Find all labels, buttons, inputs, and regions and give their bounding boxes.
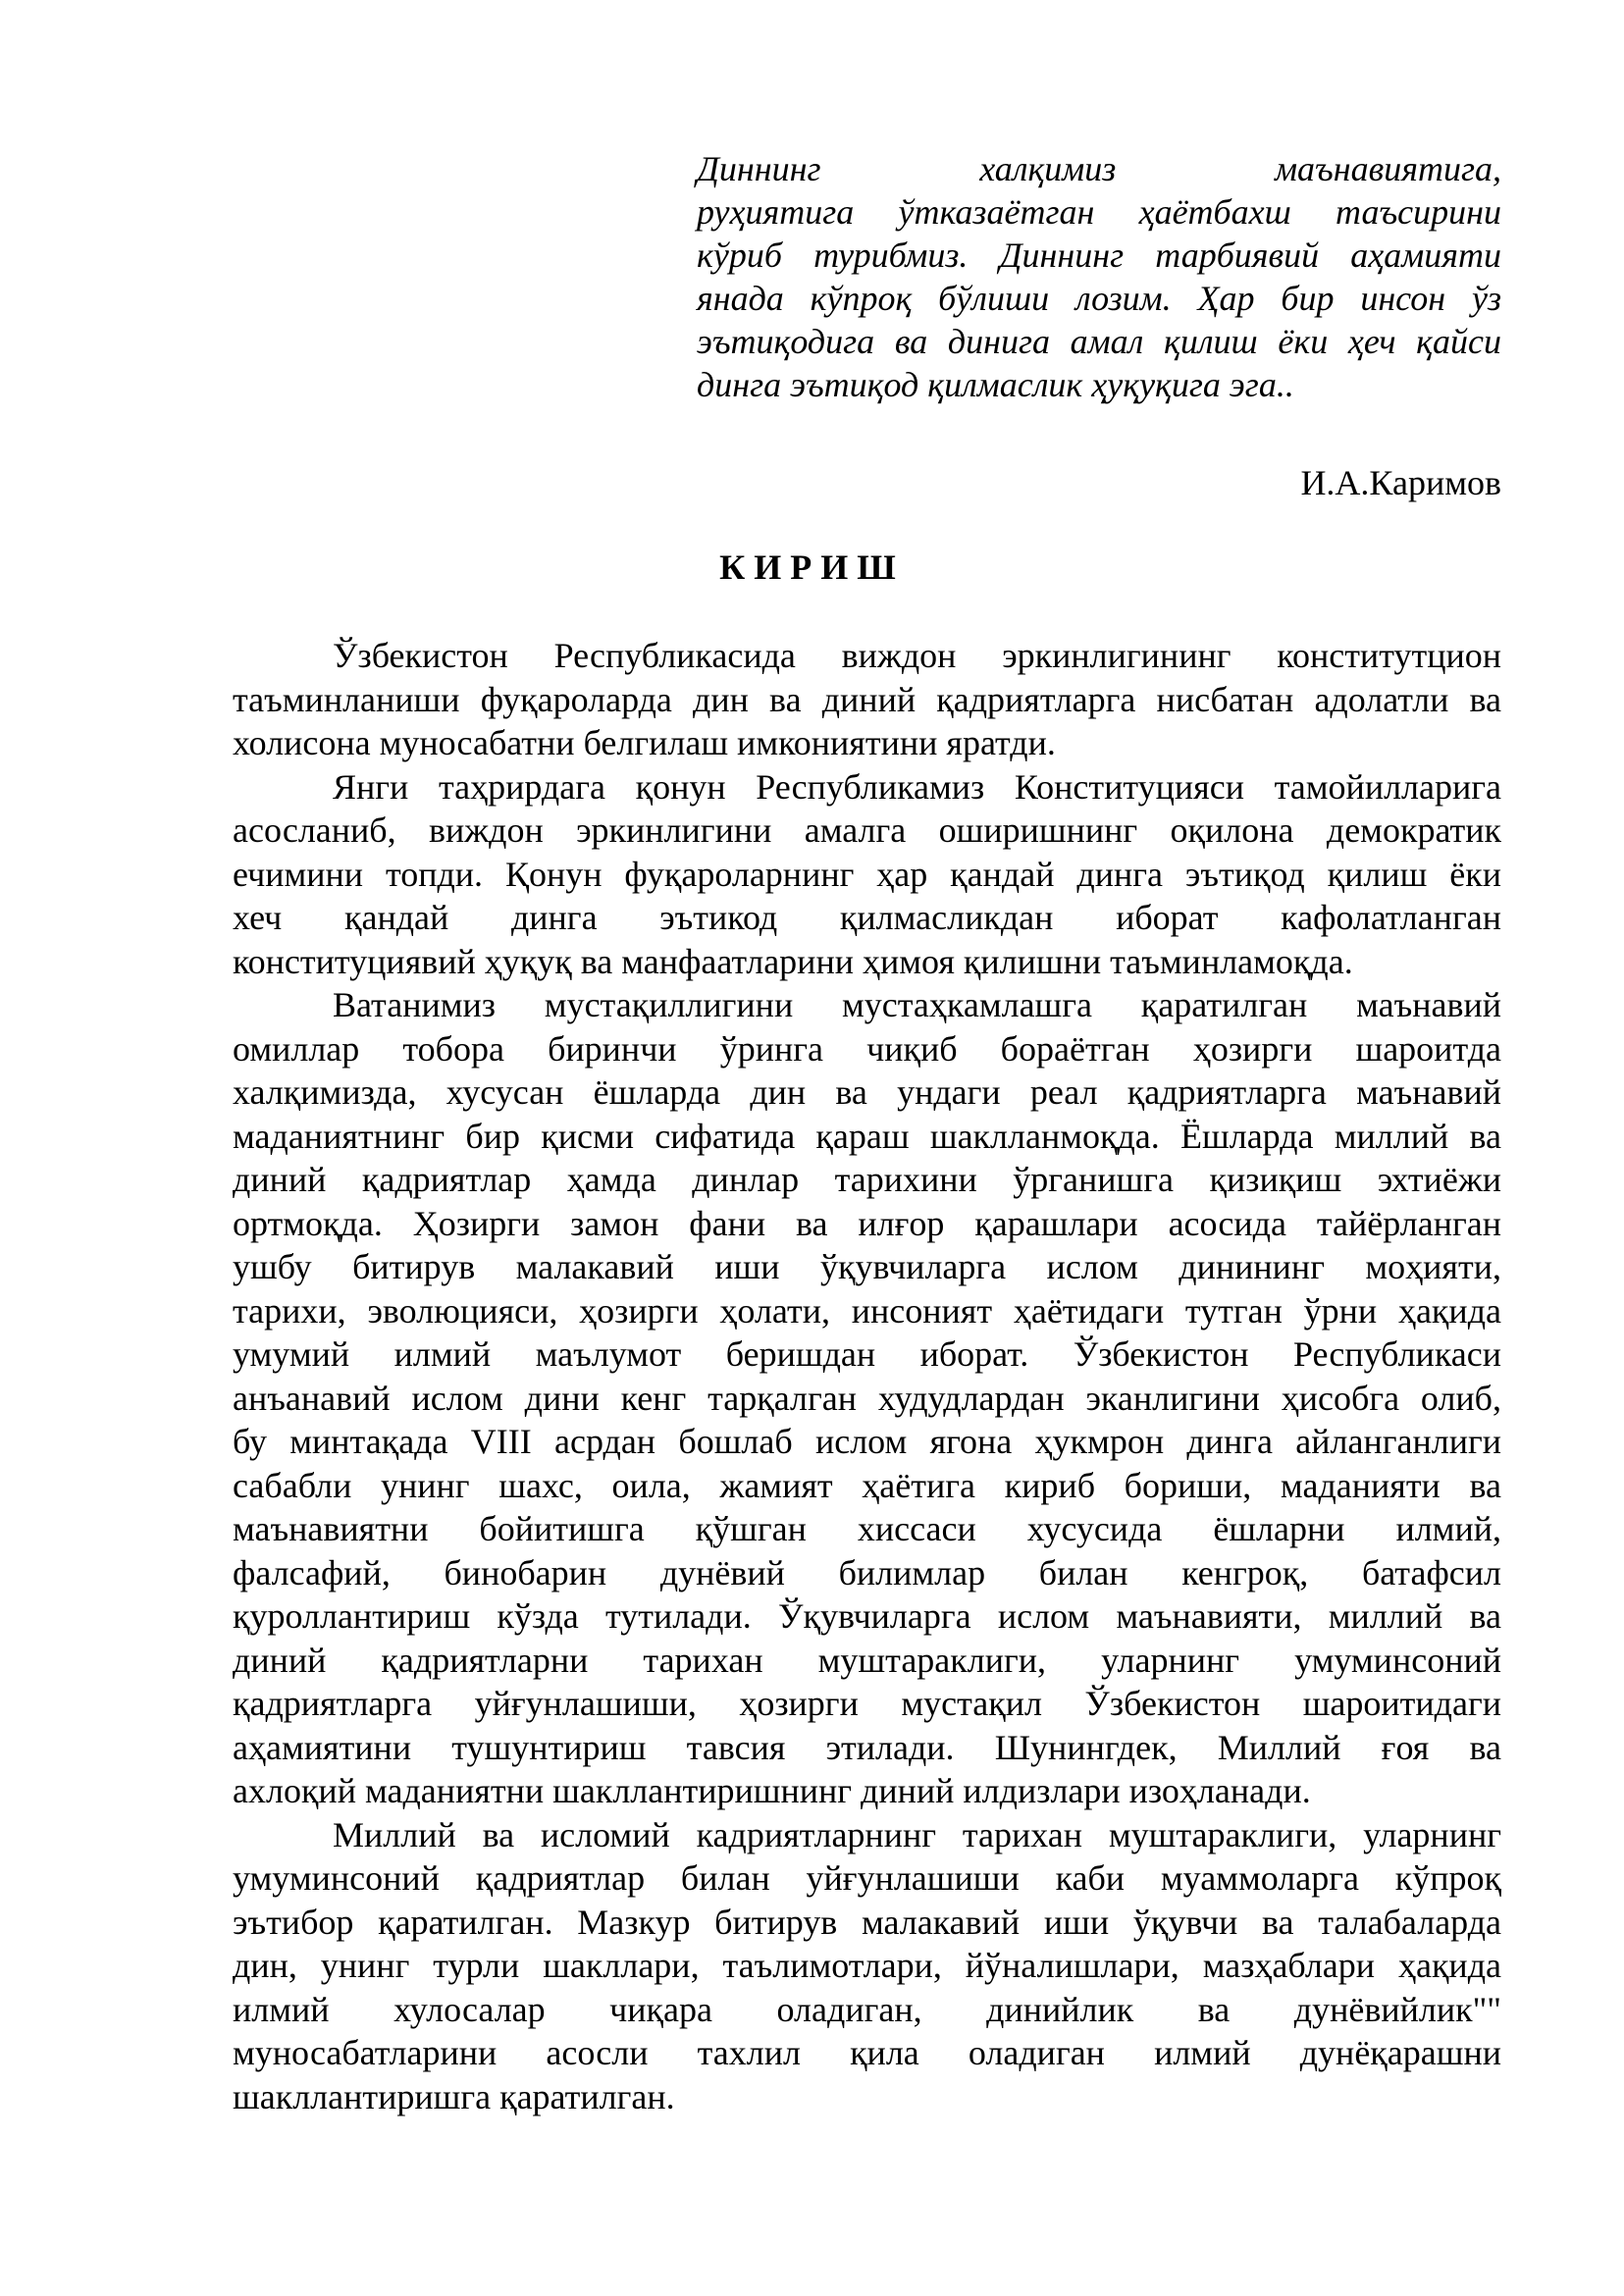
body-line: шакллантиришга қаратилган.	[233, 2076, 675, 2116]
epigraph-author: И.А.Каримов	[1300, 463, 1501, 502]
epigraph-line: динга эътиқод қилмаслик ҳуқуқига эга..	[697, 365, 1294, 404]
body-line: хеч қандай динга эътикод қилмасликдан иборат кафолатланган	[233, 898, 1501, 937]
body-line: эътибор қаратилган. Мазкур битирув малакавий иши ўқувчи ва талабаларда	[233, 1902, 1501, 1942]
body-line: халқимизда, хусусан ёшларда дин ва ундаги реал қадриятларга маънавий	[233, 1072, 1501, 1112]
body-line: маданиятнинг бир қисми сифатида қараш шаклланмоқда. Ёшларда миллий ва	[233, 1116, 1501, 1156]
body-line: сабабли унинг шахс, оила, жамият ҳаётига кириб бориши, маданияти ва	[233, 1465, 1501, 1505]
body-line: анъанавий ислом дини кенг тарқалган худудлардан эканлигини ҳисобга олиб,	[233, 1378, 1501, 1418]
body-line: ортмоқда. Ҳозирги замон фани ва илғор қарашлари асосида тайёрланган	[233, 1203, 1501, 1243]
body-line: илмий хулосалар чиқара оладиган, динийлик ва дунёвийлик""	[233, 1989, 1501, 2029]
epigraph-line: Диннинг халқимиз маънавиятига,	[697, 149, 1501, 188]
body-line: таъминланиши фуқароларда дин ва диний қадриятларга нисбатан адолатли ва	[233, 679, 1501, 719]
body-text	[233, 634, 1501, 2118]
epigraph-line: янада кўпроқ бўлиши лозим. Ҳар бир инсон ўз	[697, 279, 1501, 318]
body-line: ушбу битирув малакавий иши ўқувчиларга ислом динининг моҳияти,	[233, 1247, 1501, 1286]
body-line: асосланиб, виждон эркинлигини амалга оширишнинг оқилона демократик	[233, 810, 1501, 850]
body-line: умуминсоний қадриятлар билан уйғунлашиши каби муаммоларга кўпроқ	[233, 1858, 1501, 1898]
body-line: ечимини топди. Қонун фуқароларнинг ҳар қандай динга эътиқод қилиш ёки	[233, 854, 1501, 894]
epigraph-quote	[697, 147, 1501, 406]
body-line: бу минтақада VIII асрдан бошлаб ислом ягона ҳукмрон динга айланганлиги	[233, 1422, 1501, 1461]
body-line: дин, унинг турли шакллари, таълимотлари, йўналишлари, мазҳаблари ҳақида	[233, 1946, 1501, 1985]
body-line: муносабатларини асосли тахлил қила оладиган илмий дунёқарашни	[233, 2033, 1501, 2072]
body-line: қадриятларга уйғунлашиши, ҳозирги мустақил Ўзбекистон шароитидаги	[233, 1684, 1501, 1723]
epigraph-line: эътиқодига ва динига амал қилиш ёки ҳеч қайси	[697, 322, 1501, 361]
body-line: омиллар тобора биринчи ўринга чиқиб бораётган ҳозирги шароитда	[233, 1028, 1501, 1069]
body-line: тарихи, эволюцияси, ҳозирги ҳолати, инсоният ҳаётидаги тутган ўрни ҳақида	[233, 1290, 1501, 1331]
body-line: Миллий ва исломий кадриятларнинг тарихан муштараклиги, уларнинг	[333, 1814, 1501, 1854]
body-line: умумий илмий маълумот беришдан иборат. Ўзбекистон Республикаси	[233, 1334, 1501, 1374]
section-heading: КИРИШ	[719, 548, 905, 587]
epigraph-line: руҳиятига ўтказаётган ҳаётбахш таъсирини	[697, 192, 1501, 232]
body-line: фалсафий, бинобарин дунёвий билимлар билан кенгроқ, батафсил	[233, 1552, 1501, 1592]
body-line: диний қадриятларни тарихан муштараклиги, уларнинг умуминсоний	[233, 1640, 1501, 1680]
epigraph-line: кўриб турибмиз. Диннинг тарбиявий аҳамияти	[697, 235, 1501, 275]
body-line: аҳамиятини тушунтириш тавсия этилади. Шунингдек, Миллий ғоя ва	[233, 1727, 1501, 1767]
body-line: Ўзбекистон Республикасида виждон эркинлигининг конститутцион	[333, 636, 1501, 675]
body-line: холисона муносабатни белгилаш имкониятини яратди.	[233, 723, 1056, 762]
body-line: диний қадриятлар ҳамда динлар тарихини ўрганишга қизиқиш эхтиёжи	[233, 1160, 1501, 1199]
body-line: қуроллантириш кўзда тутилади. Ўқувчиларга ислом маънавияти, миллий ва	[233, 1596, 1501, 1636]
body-line: ахлоқий маданиятни шакллантиришнинг диний илдизлари изоҳланади.	[233, 1771, 1311, 1810]
body-line: Янги таҳрирдага қонун Республикамиз Конституцияси тамойилларига	[333, 766, 1501, 807]
body-line: маънавиятни бойитишга қўшган хиссаси хусусида ёшларни илмий,	[233, 1509, 1501, 1548]
body-line: конституциявий ҳуқуқ ва манфаатларини ҳимоя қилишни таъминламоқда.	[233, 941, 1353, 981]
body-line: Ватанимиз мустақиллигини мустаҳкамлашга қаратилган маънавий	[333, 985, 1501, 1024]
